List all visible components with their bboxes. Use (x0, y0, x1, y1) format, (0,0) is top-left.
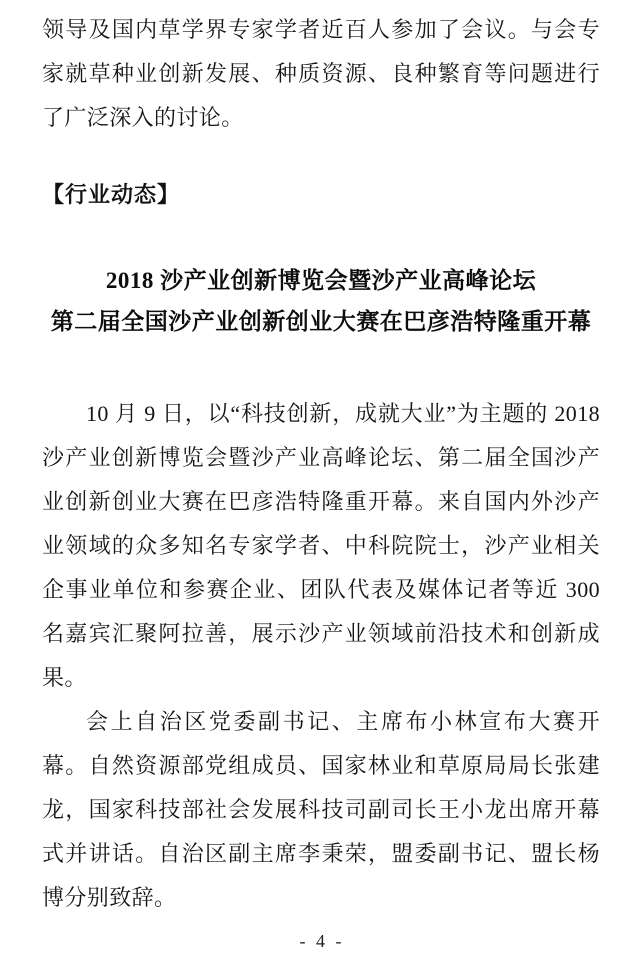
article-title-line-1: 2018 沙产业创新博览会暨沙产业高峰论坛 (105, 268, 537, 293)
article-title-line-2: 第二届全国沙产业创新创业大赛在巴彦浩特隆重开幕 (50, 309, 592, 334)
section-header-industry-news: 【行业动态】 (42, 182, 181, 207)
page-number: - 4 - (299, 931, 345, 951)
body-paragraph-2: 会上自治区党委副书记、主席布小林宣布大赛开幕。自然资源部党组成员、国家林业和草原局局长张建龙，国家科技部社会发展科技司副司长王小龙出席开幕式并讲话。自治区副主席李秉荣，盟委副书记、盟长杨博分别致辞。 (42, 709, 600, 910)
intro-paragraph: 领导及国内草学界专家学者近百人参加了会议。与会专家就草种业创新发展、种质资源、良种繁育等问题进行了广泛深入的讨论。 (42, 17, 600, 130)
article-title (42, 260, 600, 342)
article-body (42, 392, 600, 920)
body-paragraph-1: 10 月 9 日，以“科技创新，成就大业”为主题的 2018 沙产业创新博览会暨沙产业高峰论坛、第二届全国沙产业创新创业大赛在巴彦浩特隆重开幕。来自国内外沙产业领域的众多知名专家学者、中科院院士，沙产业相关企事业单位和参赛企业、团队代表及媒体记者等近 300 名嘉宾汇聚阿拉善，展示沙产业领域前沿技术和创新成果。 (42, 401, 600, 690)
